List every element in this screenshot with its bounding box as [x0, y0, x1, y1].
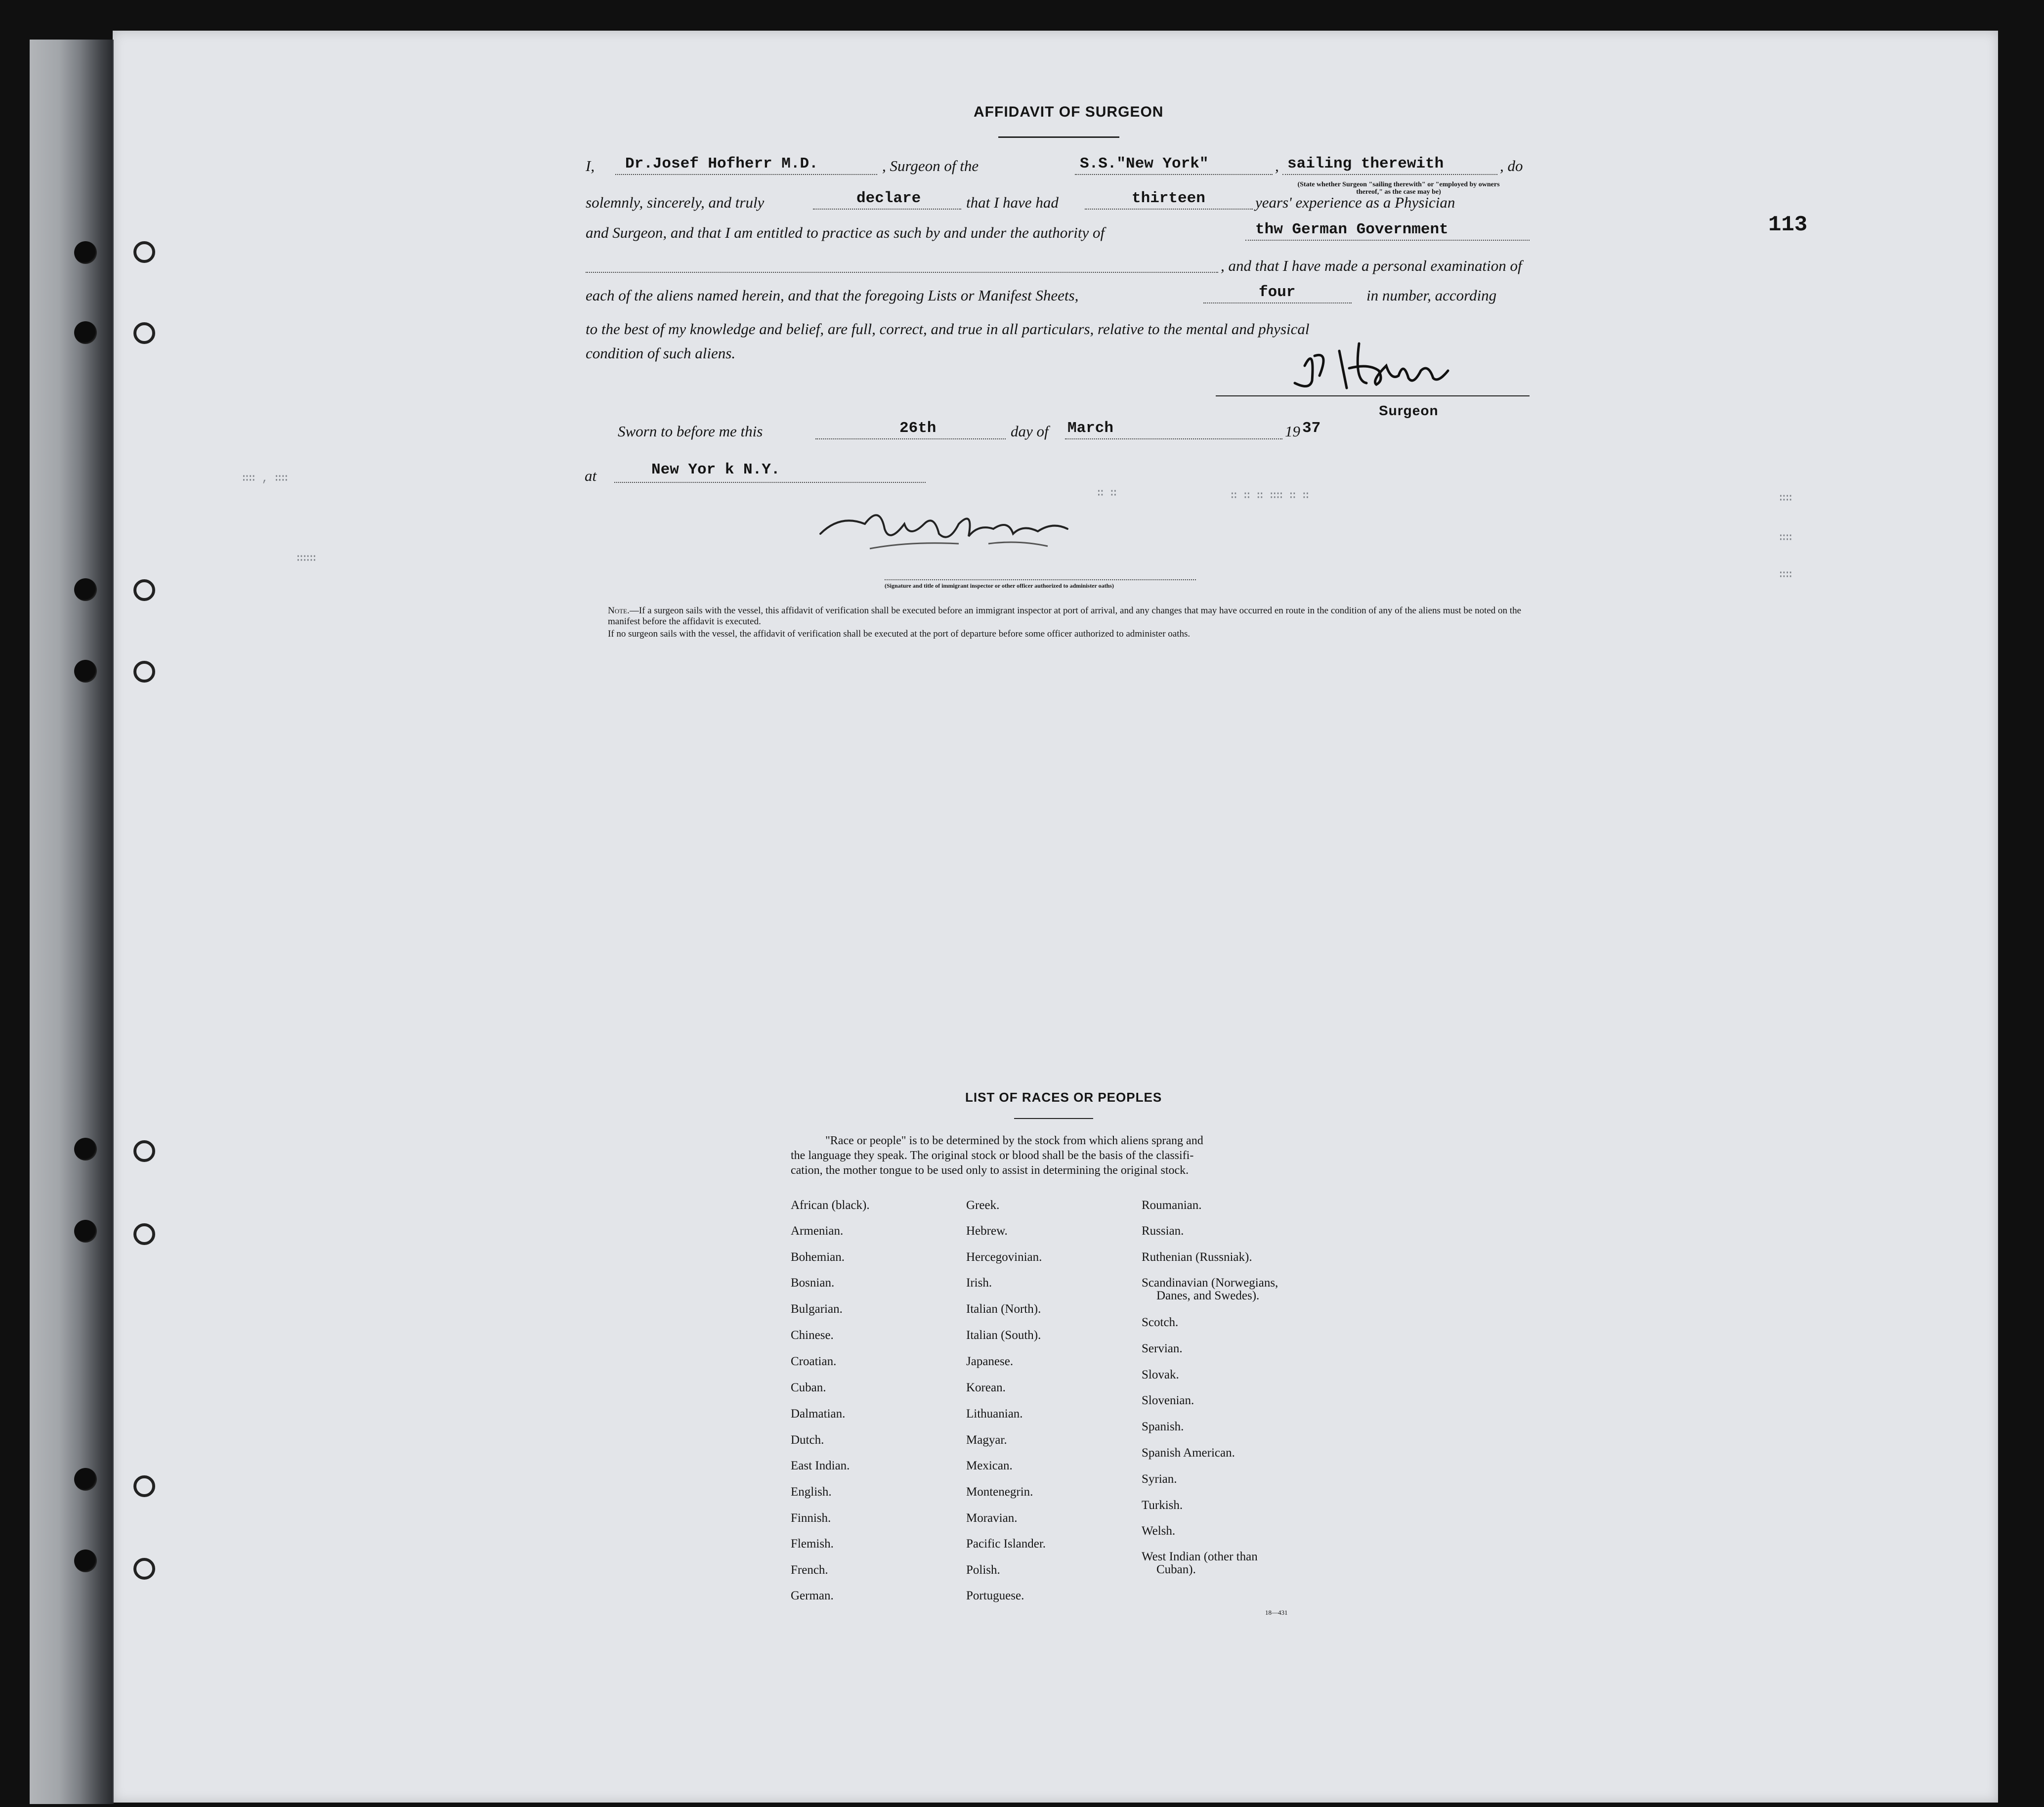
punch-hole [133, 1475, 155, 1497]
race-item: Moravian. [966, 1511, 1018, 1525]
affidavit-note [608, 605, 1527, 627]
line5-prefix: each of the aliens named herein, and that the foregoing Lists or Manifest Sheets, [586, 287, 1079, 304]
punch-hole [133, 1140, 155, 1162]
affidavit-line-3 [586, 221, 1534, 244]
surgeon-label: Surgeon [1379, 403, 1439, 418]
note-text-1: —If a surgeon sails with the vessel, this affidavit of verification shall be executed before an immigrant inspector at port of arrival, and any changes that may have occurred en route in the condition of any of the aliens must be noted on the manifest before the affidavit is executed. [608, 605, 1522, 627]
race-item: Finnish. [791, 1511, 831, 1525]
fill-line [586, 272, 1218, 273]
page-number: 113 [1768, 213, 1808, 237]
race-item: Armenian. [791, 1224, 844, 1238]
race-item: Ruthenian (Russniak). [1142, 1250, 1252, 1264]
bleed-through-text: ∷∷∷ [297, 553, 316, 565]
sworn-year-prefix: 19 [1285, 423, 1300, 440]
note-label: Note. [608, 605, 630, 616]
race-item: Montenegrin. [966, 1485, 1033, 1499]
bleed-through-text: ∷∷ [1779, 532, 1792, 544]
race-item: Spanish American. [1142, 1446, 1235, 1460]
at-line [585, 461, 931, 487]
declaration-verb: declare [856, 190, 921, 207]
punch-hole [74, 578, 97, 601]
race-item: Flemish. [791, 1537, 834, 1550]
race-item: Irish. [966, 1276, 992, 1290]
race-item: Dalmatian. [791, 1407, 846, 1420]
race-item: Spanish. [1142, 1420, 1184, 1433]
fill-line [614, 482, 926, 483]
punch-hole [133, 1558, 155, 1580]
race-item: German. [791, 1589, 834, 1602]
punch-hole [74, 241, 97, 264]
inspector-signature-line [885, 579, 1196, 580]
bleed-through-text: ∷ ∷ ∷ ∷∷ ∷ ∷ [1231, 490, 1309, 502]
sworn-year-suffix: 37 [1302, 420, 1321, 437]
race-item: Polish. [966, 1563, 1000, 1577]
punch-hole [74, 660, 97, 683]
fill-line [1203, 302, 1352, 303]
race-item: French. [791, 1563, 828, 1577]
races-intro-line: "Race or people" is to be determined by the stock from which aliens sprang and [825, 1134, 1203, 1147]
race-item: Croatian. [791, 1355, 837, 1368]
race-item: Slovak. [1142, 1368, 1179, 1381]
line2-prefix: solemnly, sincerely, and truly [586, 194, 765, 211]
sworn-day: 26th [899, 420, 937, 437]
race-item: Bohemian. [791, 1250, 845, 1264]
races-intro [791, 1133, 1320, 1178]
races-title: LIST OF RACES OR PEOPLES [965, 1090, 1162, 1105]
punch-hole [133, 1223, 155, 1245]
fill-line [615, 174, 877, 175]
affidavit-line-2 [586, 190, 1534, 214]
title-rule [998, 136, 1119, 138]
race-item: Lithuanian. [966, 1407, 1023, 1420]
line2-suffix: years' experience as a Physician [1255, 194, 1455, 211]
punch-hole [74, 1220, 97, 1243]
line5-suffix: in number, according [1366, 287, 1497, 304]
race-item: Russian. [1142, 1224, 1184, 1238]
punch-hole [133, 322, 155, 344]
race-item: Servian. [1142, 1342, 1183, 1355]
fill-line [1065, 438, 1282, 439]
race-item: English. [791, 1485, 832, 1499]
race-item: Syrian. [1142, 1472, 1177, 1486]
affidavit-line-1: I, Dr.Josef Hofherr M.D. , Surgeon of the S.S."New York" , sailing therewith , do [586, 155, 1523, 174]
race-item: Hercegovinian. [966, 1250, 1042, 1264]
races-intro-line: cation, the mother tongue to be used only to assist in determining the original stock. [791, 1164, 1189, 1177]
races-title-rule [1014, 1118, 1093, 1119]
race-item: East Indian. [791, 1459, 850, 1472]
affidavit-line-6: to the best of my knowledge and belief, are full, correct, and true in all particulars, relative to the mental and physical [586, 320, 1310, 338]
bleed-through-text: ∷∷ , ∷∷ [242, 473, 288, 485]
affidavit-line-4: , and that I have made a personal examination of [586, 257, 1534, 277]
line1-suffix: , do [1500, 157, 1523, 174]
surgeon-signature-line [1216, 395, 1530, 396]
race-item: Cuban). [1156, 1563, 1196, 1576]
affidavit-line-5 [586, 284, 1534, 306]
punch-hole [133, 579, 155, 601]
race-item: Portuguese. [966, 1589, 1024, 1602]
punch-hole [133, 241, 155, 263]
race-item: Japanese. [966, 1355, 1014, 1368]
race-item: Cuban. [791, 1381, 826, 1394]
race-item: Scandinavian (Norwegians, [1142, 1276, 1278, 1290]
race-item: Slovenian. [1142, 1394, 1194, 1407]
fill-line [1282, 174, 1497, 175]
authority: thw German Government [1255, 221, 1448, 238]
line1-mid: , Surgeon of the [882, 157, 979, 174]
punch-hole [74, 321, 97, 344]
vessel-name: S.S."New York" [1080, 155, 1209, 172]
race-item: Magyar. [966, 1433, 1007, 1447]
fill-line [815, 438, 1006, 439]
race-item: Turkish. [1142, 1499, 1183, 1512]
sworn-line [618, 420, 1321, 442]
bleed-through-text: ∷∷ [1779, 492, 1792, 505]
line2-mid: that I have had [966, 194, 1059, 211]
punch-hole [74, 1138, 97, 1161]
signature-caption: (Signature and title of immigrant inspector or other officer authorized to administer oaths) [885, 582, 1114, 589]
bleed-through-text: ∷∷ [1779, 569, 1792, 581]
race-item: Bosnian. [791, 1276, 835, 1290]
sheet-count: four [1259, 284, 1296, 301]
sworn-mid: day of [1011, 423, 1049, 440]
line3-prefix: and Surgeon, and that I am entitled to practice as such by and under the authority of [586, 224, 1105, 241]
race-item: Italian (South). [966, 1329, 1041, 1342]
sworn-place: New Yor k N.Y. [651, 461, 780, 478]
race-item: Italian (North). [966, 1302, 1041, 1316]
fill-line [1245, 240, 1530, 241]
binding-edge [30, 40, 114, 1804]
at-prefix: at [585, 467, 597, 484]
surgeon-role: sailing therewith [1287, 155, 1444, 172]
surgeon-name: Dr.Josef Hofherr M.D. [625, 155, 818, 172]
inspector-signature [810, 494, 1127, 559]
race-item: Scotch. [1142, 1316, 1179, 1329]
race-item: Pacific Islander. [966, 1537, 1046, 1550]
affidavit-note-2: If no surgeon sails with the vessel, the affidavit of verification shall be executed at the port of departure before some officer authorized to administer oaths. [608, 629, 1191, 639]
race-item: Greek. [966, 1199, 1000, 1212]
race-item: Chinese. [791, 1329, 834, 1342]
fill-line [1075, 174, 1273, 175]
affidavit-title: AFFIDAVIT OF SURGEON [974, 104, 1164, 120]
punch-hole [74, 1549, 97, 1572]
race-item: West Indian (other than [1142, 1550, 1258, 1563]
state-whether-note: (State whether Surgeon "sailing therewith" or "employed by owners thereof," as the case may be) [1297, 181, 1500, 196]
race-item: Welsh. [1142, 1524, 1176, 1538]
years-experience: thirteen [1132, 190, 1205, 207]
race-item: Mexican. [966, 1459, 1013, 1472]
surgeon-signature [1285, 336, 1492, 400]
race-item: Korean. [966, 1381, 1006, 1394]
race-item: Roumanian. [1142, 1199, 1202, 1212]
race-item: Dutch. [791, 1433, 824, 1447]
sworn-month: March [1067, 420, 1114, 437]
race-item: Bulgarian. [791, 1302, 843, 1316]
race-item: African (black). [791, 1199, 870, 1212]
race-item: Danes, and Swedes). [1156, 1289, 1260, 1302]
fill-line [813, 209, 961, 210]
form-code: 18—431 [1265, 1609, 1288, 1616]
punch-hole [133, 661, 155, 683]
sworn-prefix: Sworn to before me this [618, 423, 763, 440]
bleed-through-text: ∷ ∷ [1097, 487, 1117, 500]
line1-prefix: I, [586, 157, 595, 174]
fill-line [1085, 209, 1253, 210]
races-intro-line: the language they speak. The original stock or blood shall be the basis of the classifi- [791, 1149, 1194, 1162]
affidavit-line-7: condition of such aliens. [586, 344, 736, 362]
punch-hole [74, 1468, 97, 1491]
race-item: Hebrew. [966, 1224, 1008, 1238]
